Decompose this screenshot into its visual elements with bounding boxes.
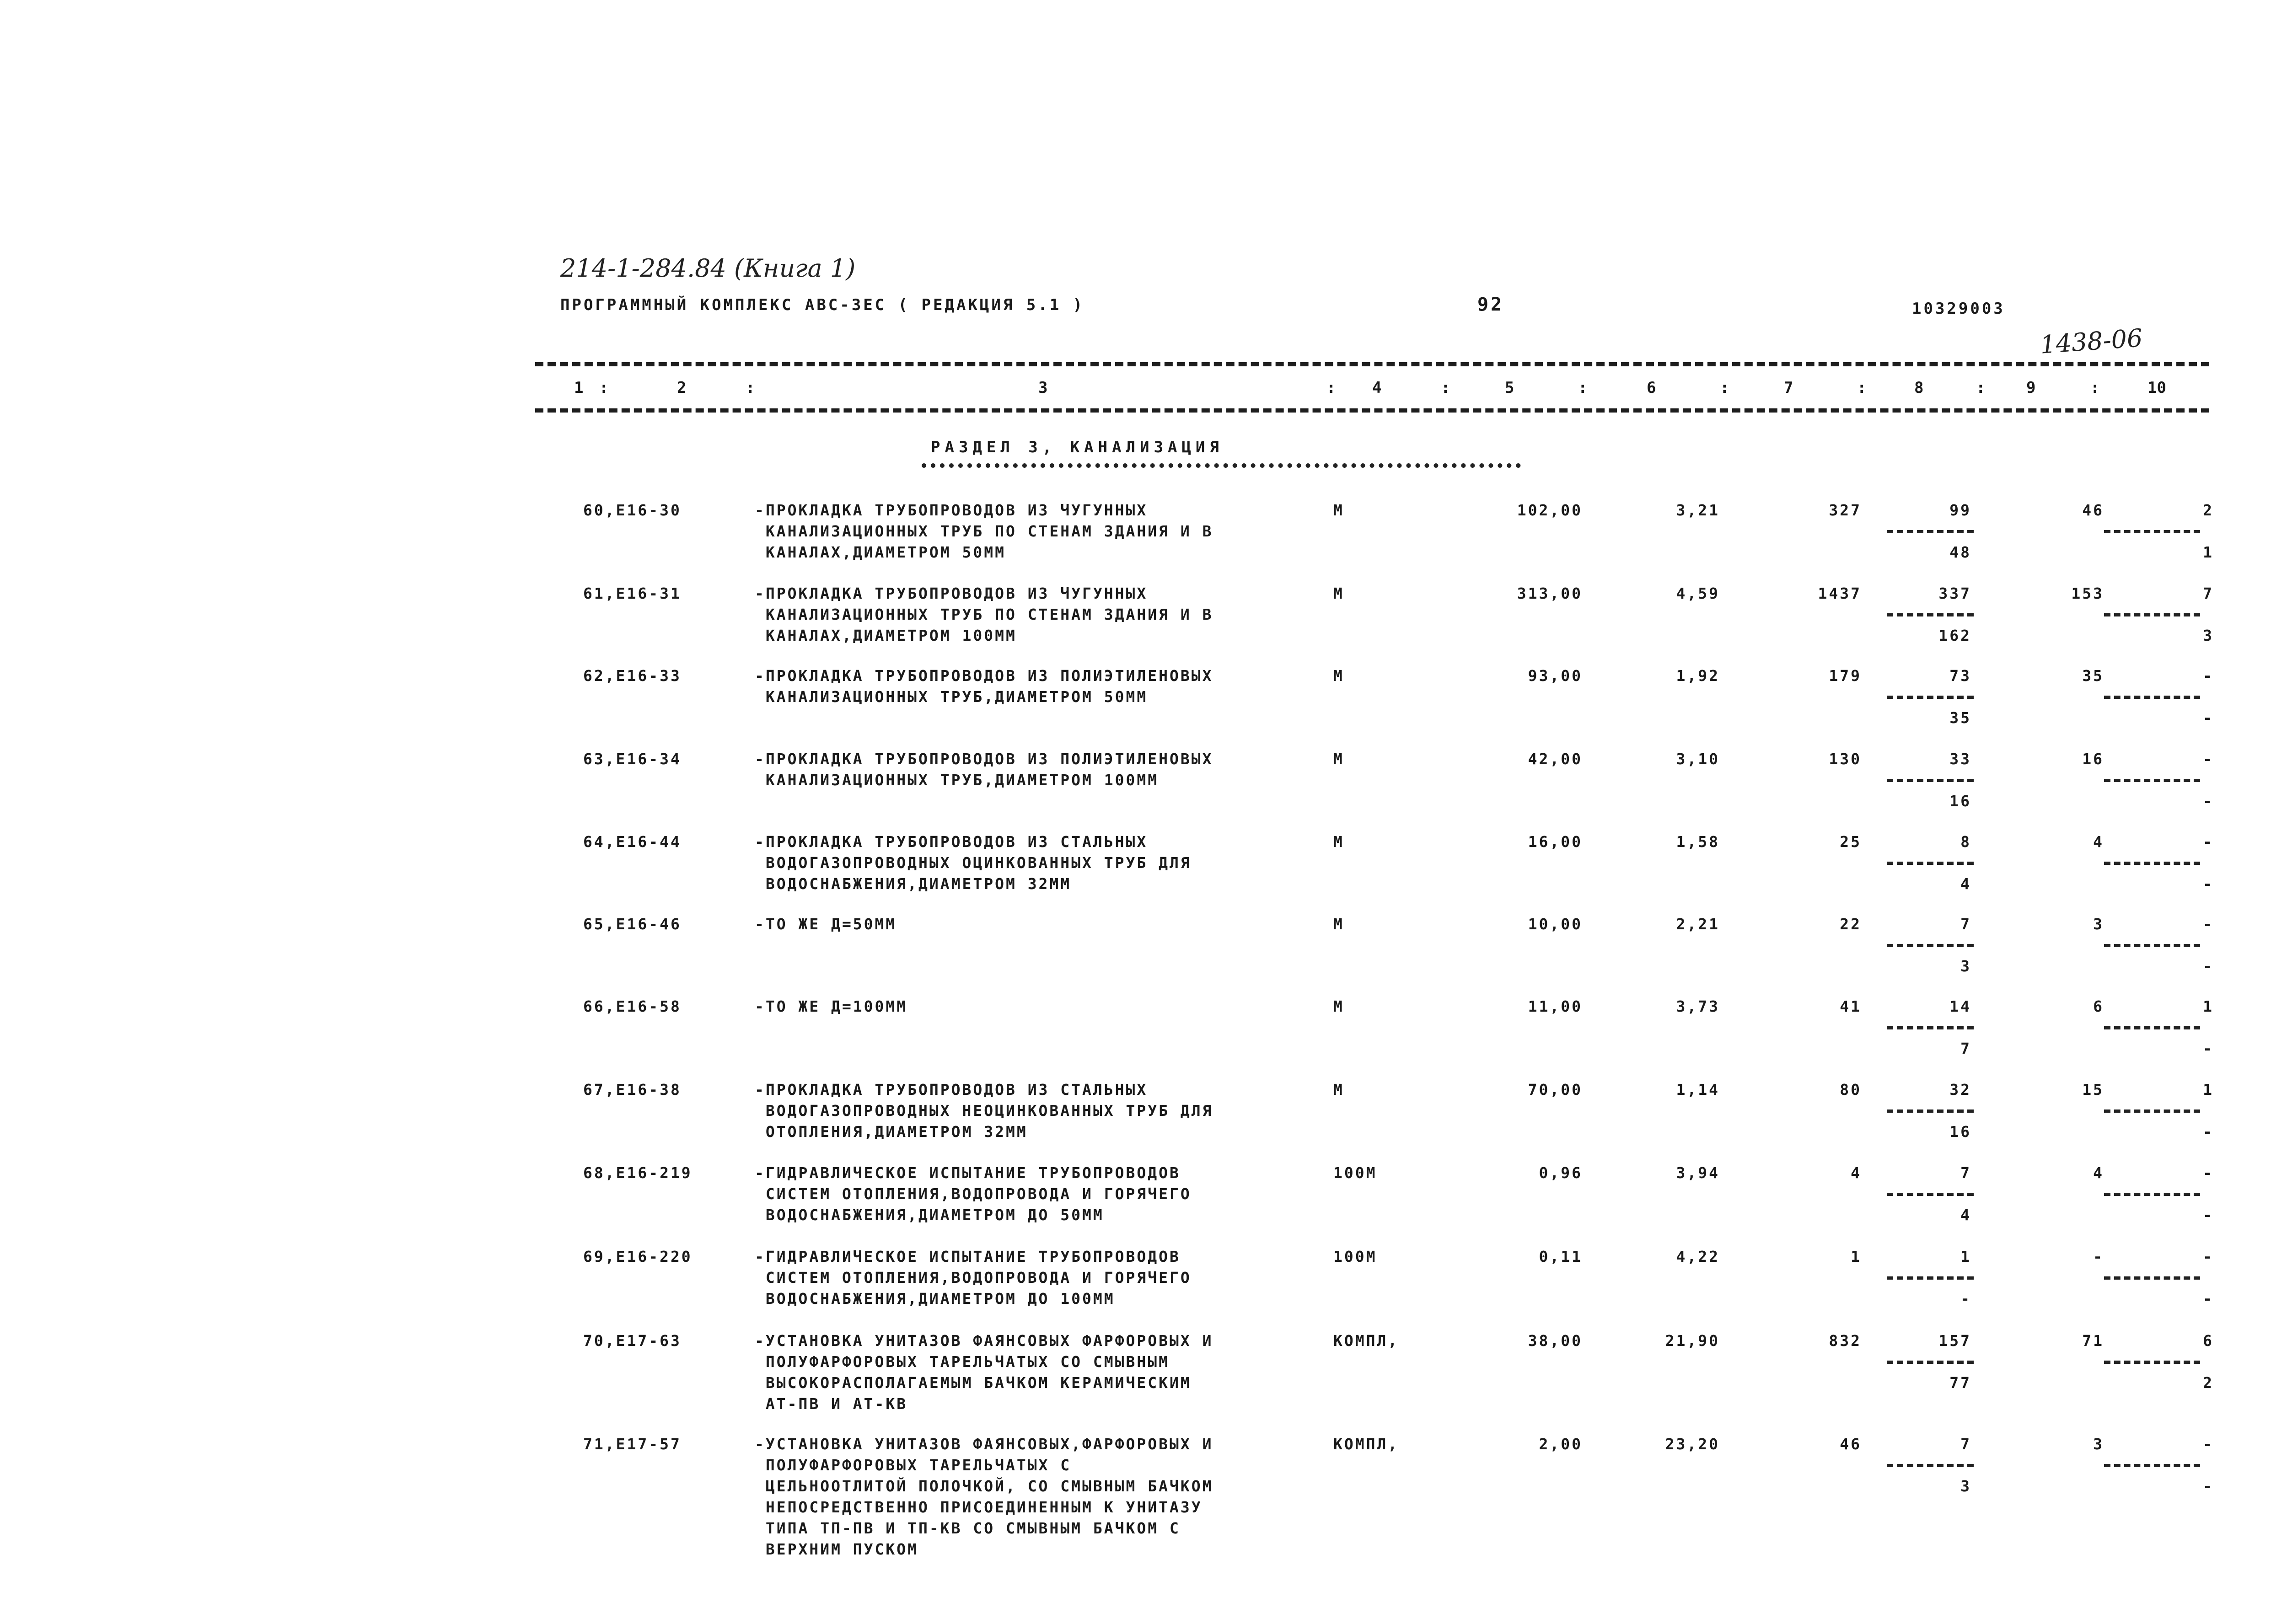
row-col8-top: 33 [1949,750,1971,768]
row-unit: КОМПЛ, [1333,1332,1399,1350]
row-unit-cost: 1,58 [1676,833,1720,851]
row-col10-bottom: 2 [2203,1374,2214,1392]
row-col8-bottom: 4 [1960,1206,1971,1224]
col-header-7: 7 [1784,379,1793,397]
row-unit-cost: 4,22 [1676,1248,1720,1265]
row-col10-bottom: - [2203,1290,2214,1308]
col8-fraction-rule [1887,779,1974,782]
row-code: 70,Е17-63 [583,1332,682,1350]
row-col8-top: 157 [1938,1332,1971,1350]
row-total-cost: 130 [1829,750,1862,768]
row-col10-bottom: 3 [2203,627,2214,644]
row-col8-bottom: 3 [1960,957,1971,975]
col-header-4: 4 [1372,379,1382,397]
row-col9: 71 [2082,1332,2104,1350]
section-title: РАЗДЕЛ 3, КАНАЛИЗАЦИЯ [931,438,1224,456]
row-col10-bottom: - [2203,1206,2214,1224]
row-unit: М [1333,750,1344,768]
row-description: -ГИДРАВЛИЧЕСКОЕ ИСПЫТАНИЕ ТРУБОПРОВОДОВ СИСТЕМ ОТОПЛЕНИЯ,ВОДОПРОВОДА И ГОРЯЧЕГО ВОДОСНАБЖЕНИЯ,ДИАМЕТРОМ ДО 50ММ [755,1164,1192,1224]
header-top-rule [535,362,2209,366]
row-total-cost: 327 [1829,501,1862,519]
row-col8-bottom: 3 [1960,1477,1971,1495]
row-quantity: 16,00 [1528,833,1583,851]
row-col10-bottom: - [2203,709,2214,727]
row-col10-top: - [2203,915,2214,933]
row-quantity: 313,00 [1517,584,1583,602]
col8-fraction-rule [1887,944,1974,947]
row-quantity: 0,96 [1539,1164,1583,1182]
row-col10-top: 1 [2203,997,2214,1015]
row-col8-bottom: 7 [1960,1040,1971,1057]
row-total-cost: 46 [1840,1435,1862,1453]
row-col10-top: 2 [2203,501,2214,519]
row-col9: 6 [2093,997,2104,1015]
row-quantity: 2,00 [1539,1435,1583,1453]
col-header-1: 1 [574,379,584,397]
col10-fraction-rule [2104,1361,2200,1364]
row-col10-bottom: - [2203,1040,2214,1057]
row-unit-cost: 3,94 [1676,1164,1720,1182]
handwritten-code: 1438-06 [2039,323,2144,359]
row-description: -ГИДРАВЛИЧЕСКОЕ ИСПЫТАНИЕ ТРУБОПРОВОДОВ СИСТЕМ ОТОПЛЕНИЯ,ВОДОПРОВОДА И ГОРЯЧЕГО ВОДОСНАБЖЕНИЯ,ДИАМЕТРОМ ДО 100ММ [755,1248,1192,1308]
row-col8-bottom: 16 [1949,792,1971,810]
row-col10-bottom: - [2203,792,2214,810]
row-total-cost: 4 [1851,1164,1862,1182]
row-unit-cost: 21,90 [1665,1332,1720,1350]
col8-fraction-rule [1887,613,1974,616]
row-col8-bottom: - [1960,1290,1971,1308]
row-code: 64,Е16-44 [583,833,682,851]
row-col10-bottom: - [2203,1123,2214,1141]
col8-fraction-rule [1887,1109,1974,1113]
row-unit: 100М [1333,1164,1377,1182]
row-col10-top: - [2203,750,2214,768]
row-unit-cost: 4,59 [1676,584,1720,602]
row-total-cost: 25 [1840,833,1862,851]
row-col9: 153 [2071,584,2104,602]
row-quantity: 38,00 [1528,1332,1583,1350]
row-code: 62,Е16-33 [583,667,682,685]
row-code: 65,Е16-46 [583,915,682,933]
row-total-cost: 1 [1851,1248,1862,1265]
row-code: 67,Е16-38 [583,1081,682,1099]
row-description: -УСТАНОВКА УНИТАЗОВ ФАЯНСОВЫХ,ФАРФОРОВЫХ И ПОЛУФАРФОРОВЫХ ТАРЕЛЬЧАТЫХ С ЦЕЛЬНООТЛИТОЙ ПОЛОЧКОЙ, СО СМЫВНЫМ БАЧКОМ НЕПОСРЕДСТВЕННО ПРИСОЕДИНЕННЫМ К УНИТАЗУ ТИПА ТП-ПВ И ТП-КВ СО СМЫВНЫМ БАЧКОМ С ВЕРХНИМ ПУСКОМ [755,1435,1213,1558]
row-col10-bottom: - [2203,957,2214,975]
row-unit: М [1333,915,1344,933]
row-col8-top: 73 [1949,667,1971,685]
col10-fraction-rule [2104,862,2200,865]
col-sep: : [746,379,755,397]
row-description: -ПРОКЛАДКА ТРУБОПРОВОДОВ ИЗ ПОЛИЭТИЛЕНОВЫХ КАНАЛИЗАЦИОННЫХ ТРУБ,ДИАМЕТРОМ 50ММ [755,667,1213,706]
row-col8-top: 32 [1949,1081,1971,1099]
row-col8-top: 99 [1949,501,1971,519]
col10-fraction-rule [2104,1464,2200,1467]
row-unit-cost: 1,92 [1676,667,1720,685]
row-quantity: 10,00 [1528,915,1583,933]
col10-fraction-rule [2104,1193,2200,1196]
row-col10-bottom: - [2203,1477,2214,1495]
col-header-8: 8 [1914,379,1924,397]
col10-fraction-rule [2104,530,2200,533]
row-quantity: 11,00 [1528,997,1583,1015]
page-number: 92 [1477,294,1504,315]
row-unit-cost: 2,21 [1676,915,1720,933]
row-col9: 16 [2082,750,2104,768]
col-sep: : [1441,379,1450,397]
col8-fraction-rule [1887,1026,1974,1029]
row-col9: 3 [2093,1435,2104,1453]
col10-fraction-rule [2104,779,2200,782]
col-sep: : [599,379,609,397]
col-header-10: 10 [2147,379,2166,397]
row-quantity: 70,00 [1528,1081,1583,1099]
col-sep: : [1578,379,1588,397]
col10-fraction-rule [2104,696,2200,699]
section-title-underline [922,463,1521,468]
row-unit-cost: 3,21 [1676,501,1720,519]
col-sep: : [1857,379,1867,397]
header-bottom-rule [535,408,2209,413]
row-col8-top: 14 [1949,997,1971,1015]
row-unit: М [1333,501,1344,519]
row-quantity: 42,00 [1528,750,1583,768]
row-col9: 3 [2093,915,2104,933]
row-col8-bottom: 162 [1938,627,1971,644]
col-sep: : [2090,379,2100,397]
col8-fraction-rule [1887,1276,1974,1280]
row-quantity: 0,11 [1539,1248,1583,1265]
col-sep: : [1720,379,1729,397]
row-unit-cost: 23,20 [1665,1435,1720,1453]
row-unit: М [1333,1081,1344,1099]
row-col8-bottom: 4 [1960,875,1971,893]
row-unit-cost: 1,14 [1676,1081,1720,1099]
col8-fraction-rule [1887,862,1974,865]
col8-fraction-rule [1887,1193,1974,1196]
row-unit-cost: 3,10 [1676,750,1720,768]
col-header-3: 3 [1038,379,1048,397]
row-unit: М [1333,997,1344,1015]
row-unit: М [1333,667,1344,685]
col-header-5: 5 [1505,379,1514,397]
row-col8-top: 7 [1960,1164,1971,1182]
row-col9: 15 [2082,1081,2104,1099]
row-total-cost: 1437 [1818,584,1862,602]
row-col10-top: - [2203,667,2214,685]
col-header-6: 6 [1647,379,1656,397]
col8-fraction-rule [1887,696,1974,699]
column-header-row [0,379,2287,402]
row-unit: 100М [1333,1248,1377,1265]
row-col8-top: 1 [1960,1248,1971,1265]
row-unit: М [1333,833,1344,851]
row-col8-top: 7 [1960,1435,1971,1453]
row-code: 61,Е16-31 [583,584,682,602]
row-code: 71,Е17-57 [583,1435,682,1453]
row-unit: М [1333,584,1344,602]
row-total-cost: 179 [1829,667,1862,685]
row-code: 69,Е16-220 [583,1248,693,1265]
row-description: -ПРОКЛАДКА ТРУБОПРОВОДОВ ИЗ ПОЛИЭТИЛЕНОВЫХ КАНАЛИЗАЦИОННЫХ ТРУБ,ДИАМЕТРОМ 100ММ [755,750,1213,789]
col8-fraction-rule [1887,1361,1974,1364]
row-total-cost: 832 [1829,1332,1862,1350]
col10-fraction-rule [2104,1276,2200,1280]
row-description: -ПРОКЛАДКА ТРУБОПРОВОДОВ ИЗ ЧУГУННЫХ КАНАЛИЗАЦИОННЫХ ТРУБ ПО СТЕНАМ ЗДАНИЯ И В КАНАЛАХ,ДИАМЕТРОМ 100ММ [755,584,1213,644]
row-description: -ТО ЖЕ Д=100ММ [755,997,908,1015]
row-col8-bottom: 16 [1949,1123,1971,1141]
document-code: 10329003 [1912,300,2005,318]
col-header-2: 2 [677,379,687,397]
row-col10-top: - [2203,1435,2214,1453]
col-header-9: 9 [2026,379,2036,397]
col10-fraction-rule [2104,613,2200,616]
row-col10-top: - [2203,1248,2214,1265]
row-code: 68,Е16-219 [583,1164,693,1182]
row-col10-bottom: - [2203,875,2214,893]
row-description: -ПРОКЛАДКА ТРУБОПРОВОДОВ ИЗ СТАЛЬНЫХ ВОДОГАЗОПРОВОДНЫХ НЕОЦИНКОВАННЫХ ТРУБ ДЛЯ ОТОПЛЕНИЯ,ДИАМЕТРОМ 32ММ [755,1081,1213,1141]
row-quantity: 93,00 [1528,667,1583,685]
col8-fraction-rule [1887,1464,1974,1467]
row-col9: 35 [2082,667,2104,685]
row-description: -ТО ЖЕ Д=50ММ [755,915,897,933]
row-description: -ПРОКЛАДКА ТРУБОПРОВОДОВ ИЗ СТАЛЬНЫХ ВОДОГАЗОПРОВОДНЫХ ОЦИНКОВАННЫХ ТРУБ ДЛЯ ВОДОСНАБЖЕНИЯ,ДИАМЕТРОМ 32ММ [755,833,1192,893]
row-code: 63,Е16-34 [583,750,682,768]
col10-fraction-rule [2104,1026,2200,1029]
row-col9: - [2093,1248,2104,1265]
row-col10-bottom: 1 [2203,543,2214,561]
row-col9: 4 [2093,1164,2104,1182]
row-col8-bottom: 48 [1949,543,1971,561]
row-col8-top: 337 [1938,584,1971,602]
row-col8-top: 8 [1960,833,1971,851]
row-col10-top: - [2203,1164,2214,1182]
row-description: -УСТАНОВКА УНИТАЗОВ ФАЯНСОВЫХ ФАРФОРОВЫХ И ПОЛУФАРФОРОВЫХ ТАРЕЛЬЧАТЫХ СО СМЫВНЫМ ВЫСОКОРАСПОЛАГАЕМЫМ БАЧКОМ КЕРАМИЧЕСКИМ АТ-ПВ И АТ-КВ [755,1332,1213,1413]
row-col10-top: 7 [2203,584,2214,602]
row-unit: КОМПЛ, [1333,1435,1399,1453]
col-sep: : [1326,379,1336,397]
col10-fraction-rule [2104,944,2200,947]
row-col8-bottom: 77 [1949,1374,1971,1392]
row-code: 66,Е16-58 [583,997,682,1015]
col8-fraction-rule [1887,530,1974,533]
col-sep: : [1976,379,1986,397]
row-total-cost: 80 [1840,1081,1862,1099]
row-code: 60,Е16-30 [583,501,682,519]
row-col10-top: 1 [2203,1081,2214,1099]
row-col8-top: 7 [1960,915,1971,933]
row-total-cost: 22 [1840,915,1862,933]
row-total-cost: 41 [1840,997,1862,1015]
handwritten-document-reference: 214-1-284.84 (Книга 1) [560,254,856,283]
row-col9: 46 [2082,501,2104,519]
row-col10-top: 6 [2203,1332,2214,1350]
row-col8-bottom: 35 [1949,709,1971,727]
row-quantity: 102,00 [1517,501,1583,519]
col10-fraction-rule [2104,1109,2200,1113]
row-description: -ПРОКЛАДКА ТРУБОПРОВОДОВ ИЗ ЧУГУННЫХ КАНАЛИЗАЦИОННЫХ ТРУБ ПО СТЕНАМ ЗДАНИЯ И В КАНАЛАХ,ДИАМЕТРОМ 50ММ [755,501,1213,561]
row-col10-top: - [2203,833,2214,851]
program-title: ПРОГРАММНЫЙ КОМПЛЕКС АВС-3ЕС ( РЕДАКЦИЯ 5.1 ) [560,296,1085,314]
row-unit-cost: 3,73 [1676,997,1720,1015]
row-col9: 4 [2093,833,2104,851]
